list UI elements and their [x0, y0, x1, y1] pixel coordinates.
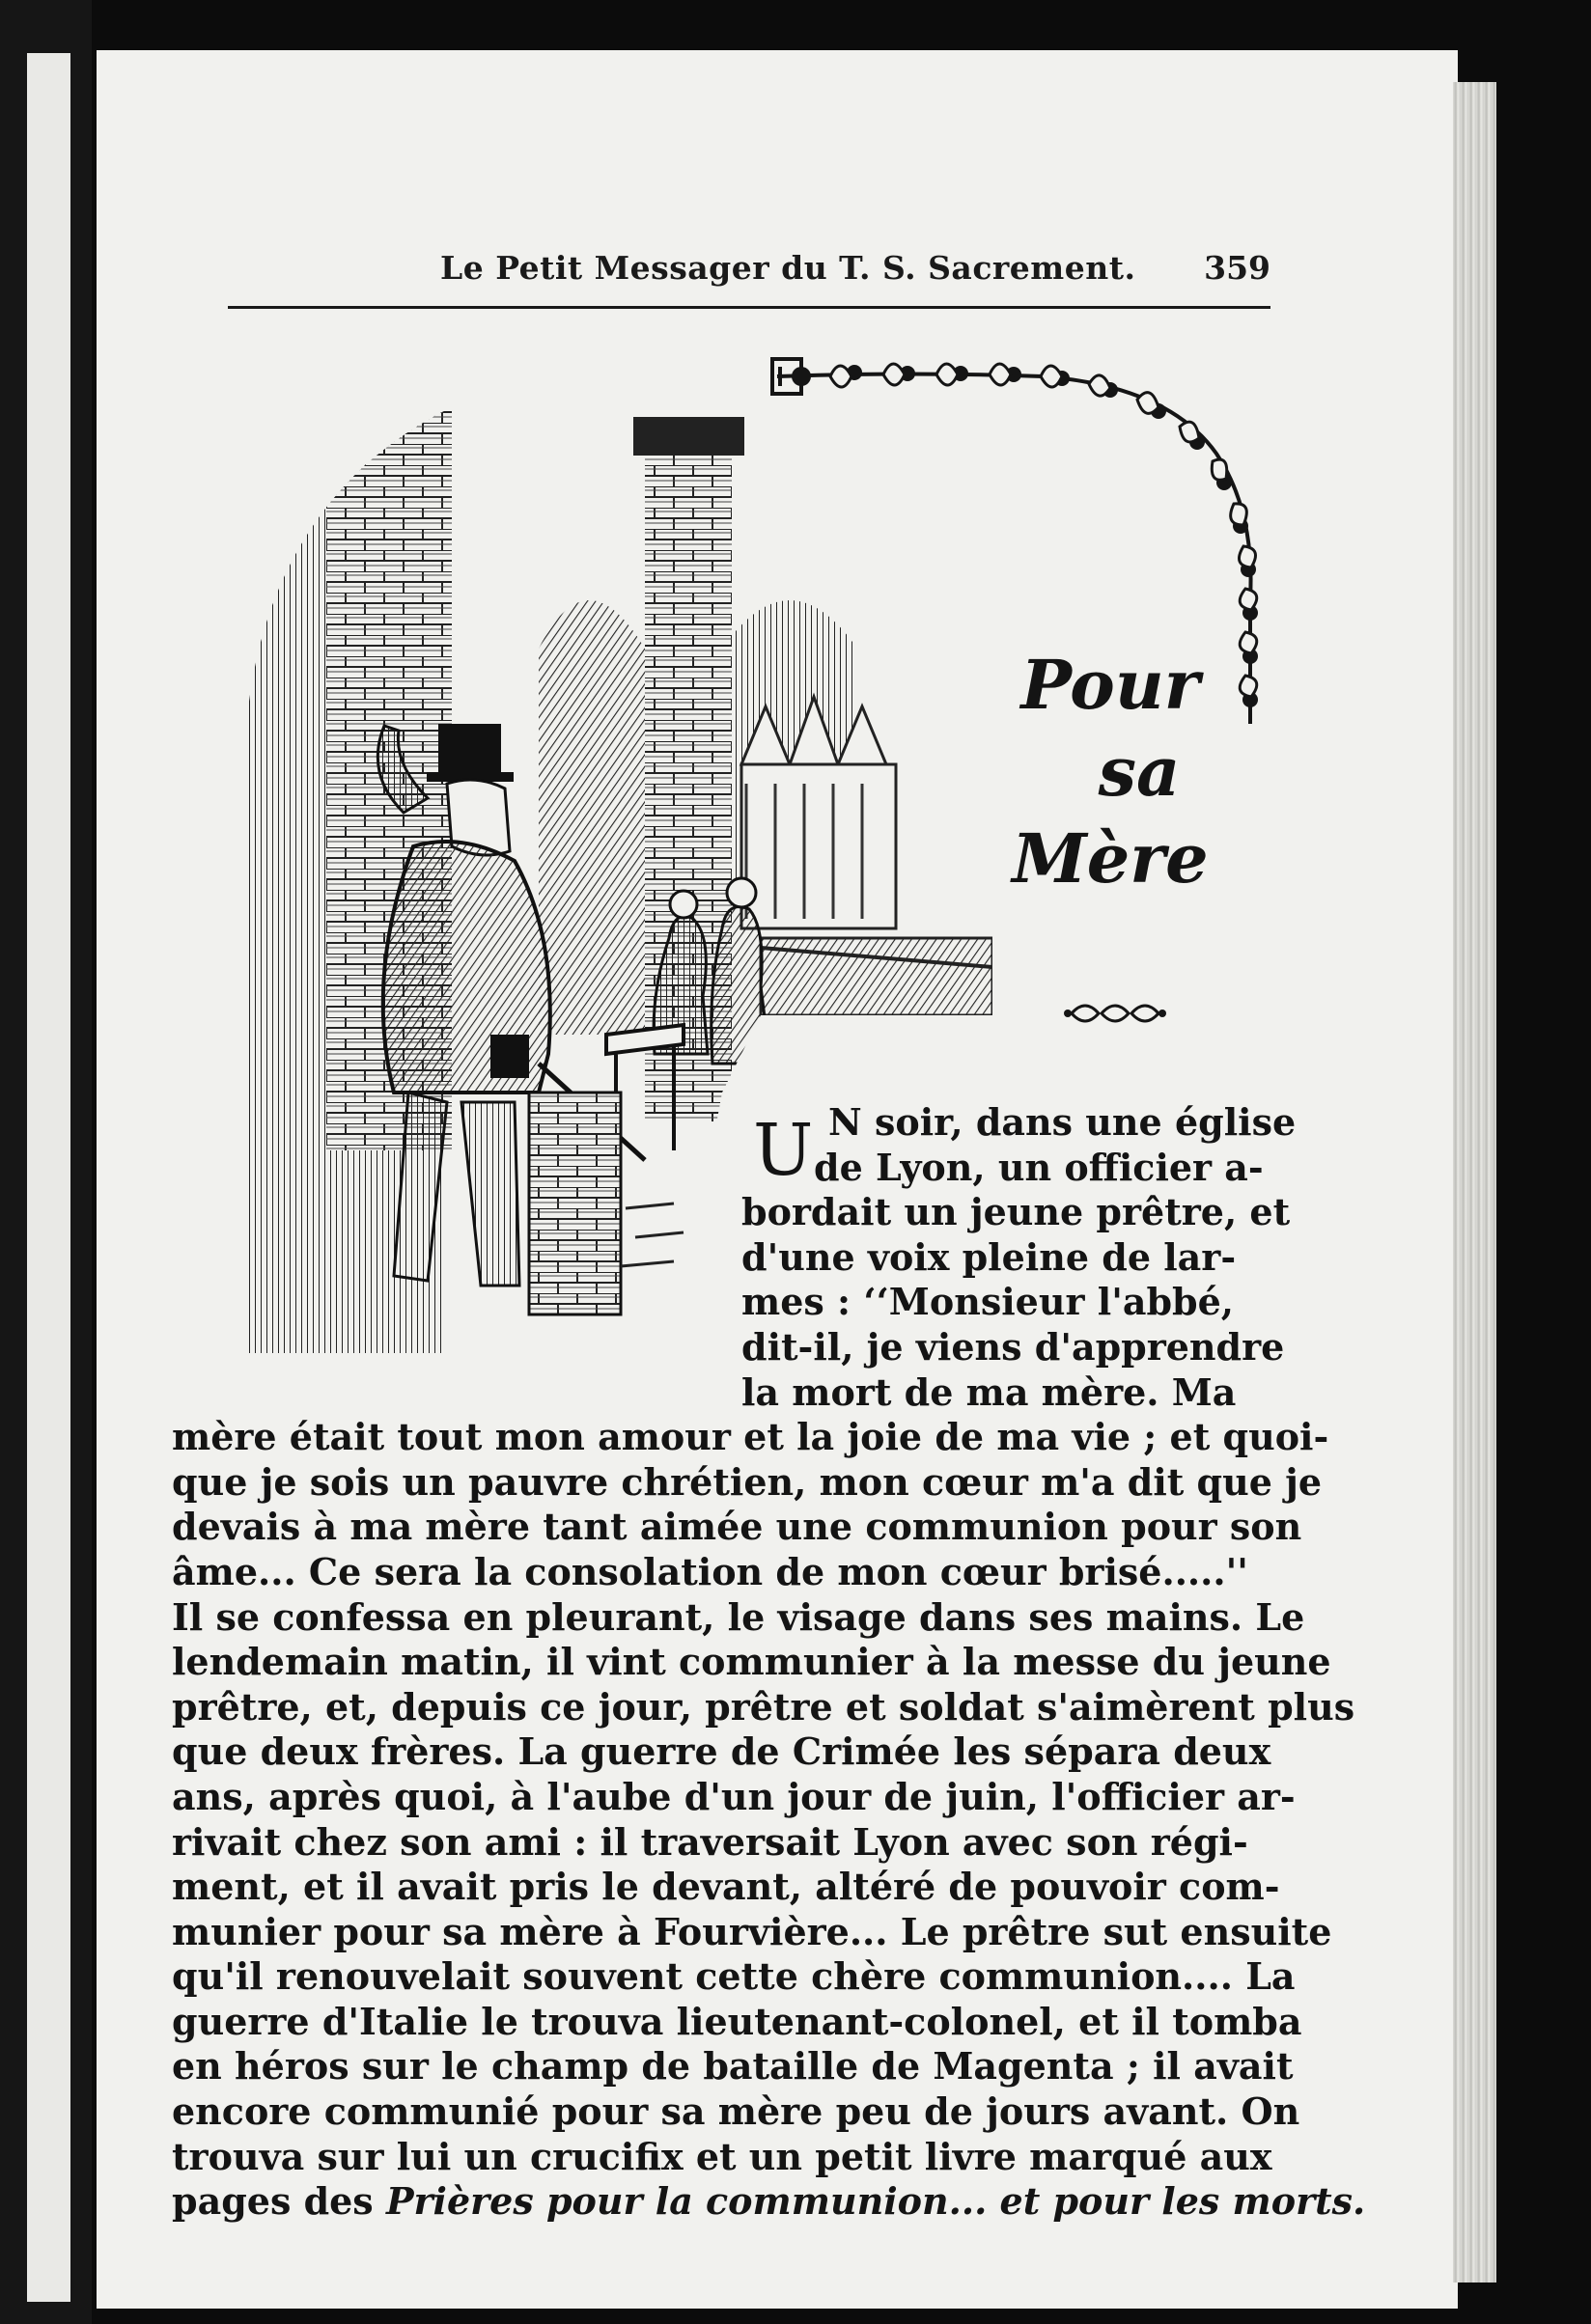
body-line: qu'il renouvelait souvent cette chère communion.... La [172, 1954, 1296, 1999]
body-line: que je sois un pauvre chrétien, mon cœur m'a dit que je [172, 1459, 1323, 1504]
title-line-2: sa [1098, 732, 1181, 812]
title-line-3: Mère [1012, 818, 1209, 899]
article-body [172, 1100, 1366, 2225]
body-line: munier pour sa mère à Fourvière... Le prêtre sut ensuite [172, 1909, 1332, 1953]
body-line: Il se confessa en pleurant, le visage dans ses mains. Le [172, 1594, 1305, 1639]
body-line: prêtre, et, depuis ce jour, prêtre et soldat s'aimèrent plus [172, 1684, 1355, 1729]
page-stack-edge [1453, 82, 1496, 2282]
last-line-prefix: pages des [172, 2179, 386, 2224]
body-line: N soir, dans une église [828, 1100, 1297, 1144]
body-line: dit-il, je viens d'apprendre [741, 1324, 1285, 1369]
body-line: d'une voix pleine de lar- [741, 1234, 1237, 1279]
body-line: la mort de ma mère. Ma [741, 1370, 1237, 1414]
body-line: bordait un jeune prêtre, et [741, 1190, 1291, 1234]
title-line-1: Pour [1020, 645, 1200, 725]
body-line: de Lyon, un officier a- [814, 1145, 1264, 1189]
body-line: ans, après quoi, à l'aube d'un jour de juin, l'officier ar- [172, 1774, 1296, 1818]
body-line: lendemain matin, il vint communier à la messe du jeune [172, 1640, 1331, 1684]
body-line: encore communié pour sa mère peu de jours avant. On [172, 2089, 1300, 2134]
running-header [228, 239, 1270, 309]
facing-page-strip [27, 53, 70, 2302]
body-line: âme... Ce sera la consolation de mon cœur brisé.....'' [172, 1549, 1248, 1593]
body-line-last [172, 2179, 1366, 2225]
body-line: trouva sur lui un crucifix et un petit livre marqué aux [172, 2134, 1272, 2178]
body-line: guerre d'Italie le trouva lieutenant-colonel, et il tomba [172, 1999, 1302, 2043]
body-line: en héros sur le champ de bataille de Magenta ; il avait [172, 2044, 1294, 2089]
body-line: que deux frères. La guerre de Crimée les sépara deux [172, 1729, 1271, 1774]
header-rule [228, 306, 1270, 309]
body-line: mes : ‘‘Monsieur l'abbé, [741, 1280, 1234, 1324]
book-title-italic: Prières pour la communion... et pour les morts. [385, 2179, 1366, 2224]
left-page-edge [0, 0, 92, 2324]
page-number: 359 [1204, 249, 1270, 287]
body-line: rivait chez son ami : il traversait Lyon avec son régi- [172, 1819, 1248, 1864]
body-line: devais à ma mère tant aimée une communion pour son [172, 1505, 1302, 1549]
body-line: mère était tout mon amour et la joie de ma vie ; et quoi- [172, 1415, 1329, 1459]
fleuron-ornament [1062, 994, 1168, 1033]
article-title [965, 642, 1255, 902]
running-title: Le Petit Messager du T. S. Sacrement. [440, 249, 1136, 287]
drop-cap-letter: U [753, 1109, 814, 1192]
body-line: ment, et il avait pris le devant, altéré de pouvoir com- [172, 1865, 1280, 1909]
